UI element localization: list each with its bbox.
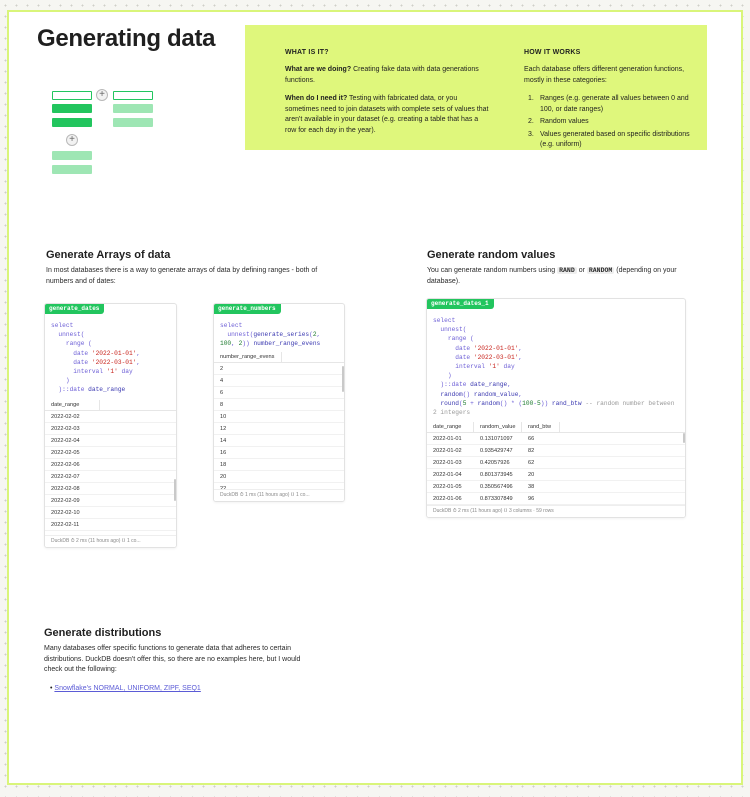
table-row <box>45 447 176 459</box>
scrollbar[interactable] <box>683 433 685 443</box>
illustration-block <box>113 104 153 113</box>
column-header[interactable]: random_value <box>474 422 522 432</box>
sql-code[interactable] <box>51 321 140 395</box>
table-row <box>214 411 344 423</box>
plus-icon: + <box>96 89 108 101</box>
result-table <box>45 400 176 531</box>
code-keyword: RANDOM <box>588 267 613 274</box>
cell-tab[interactable]: generate_dates_1 <box>426 298 494 309</box>
table-row <box>214 459 344 471</box>
what-answer-2: Testing with fabricated data, or you sometimes need to join datasets with complete sets of values that aren't available in your dataset (e.g. creating a table that has a row for each day in the year). <box>285 95 489 134</box>
code-line: date '2022-01-01', <box>433 344 523 352</box>
column-header[interactable]: date_range <box>45 400 100 410</box>
table-cell: 2022-01-04 <box>433 472 462 478</box>
code-line: select <box>220 322 243 329</box>
table-row <box>427 433 685 445</box>
what-answer-1: Creating fake data with data generations functions. <box>285 66 479 84</box>
what-heading: WHAT IS IT? <box>285 49 329 56</box>
code-line: ) <box>51 377 70 385</box>
how-list-item: 2. Random values <box>528 118 589 125</box>
table-row <box>45 483 176 495</box>
table-cell: 2022-02-09 <box>51 498 80 504</box>
plus-icon: + <box>66 134 78 146</box>
table-cell: 0.935429747 <box>480 448 513 454</box>
table-row <box>214 423 344 435</box>
snowflake-distributions-link[interactable]: Snowflake's NORMAL, UNIFORM, ZIPF, SEQ1 <box>54 685 201 692</box>
table-row <box>45 411 176 423</box>
illustration-block <box>52 165 92 174</box>
code-line: date '2022-03-01', <box>51 358 141 366</box>
table-row <box>214 399 344 411</box>
code-line: 100, 2)) number_range_evens <box>220 340 321 348</box>
code-line: )::date date_range <box>51 386 126 394</box>
table-row <box>214 363 344 375</box>
table-row <box>427 445 685 457</box>
table-row <box>427 481 685 493</box>
code-line: select <box>51 322 74 329</box>
table-body <box>427 433 685 505</box>
what-question-1: What are we doing? <box>285 66 352 73</box>
table-cell: 66 <box>528 436 535 442</box>
table-cell: 0.350567496 <box>480 484 513 490</box>
table-cell: 2022-02-04 <box>51 438 80 444</box>
table-cell: 20 <box>528 472 535 478</box>
what-question-2: When do I need it? <box>285 95 348 102</box>
table-row <box>214 447 344 459</box>
cell-tab[interactable]: generate_dates <box>44 303 104 314</box>
code-line: ) <box>433 372 452 380</box>
table-row <box>427 469 685 481</box>
table-cell: 14 <box>220 438 227 444</box>
column-header[interactable]: rand_btw <box>522 422 560 432</box>
how-list-item: 3. Values generated based on specific distributions (e.g. uniform) <box>528 130 690 148</box>
table-cell: 2022-02-11 <box>51 522 80 528</box>
table-cell: 2022-01-01 <box>433 436 462 442</box>
table-cell: 0.873307849 <box>480 496 513 502</box>
arrays-description: In most databases there is a way to generate arrays of data by defining ranges - both of numbers and of dates: <box>46 267 318 285</box>
scrollbar[interactable] <box>174 479 176 501</box>
code-line: range ( <box>433 335 474 343</box>
table-cell: 2022-02-06 <box>51 462 80 468</box>
table-cell: 2 <box>220 366 224 372</box>
illustration-block <box>52 91 92 100</box>
table-cell: 2022-02-03 <box>51 426 80 432</box>
code-line: select <box>433 317 456 324</box>
table-row <box>427 493 685 505</box>
how-list-item: 1. Ranges (e.g. generate all values between 0 and 100, or date ranges) <box>528 95 689 113</box>
code-line: round(5 + random() * (100-5)) rand_btw -- random number between <box>440 399 675 407</box>
table-body <box>214 363 344 495</box>
table-cell: 2022-01-06 <box>433 496 462 502</box>
result-table <box>427 422 685 505</box>
table-cell: 38 <box>528 484 535 490</box>
illustration-block <box>52 151 92 160</box>
table-cell: 20 <box>220 474 227 480</box>
sql-cell-generate-dates-1[interactable] <box>426 298 686 518</box>
cell-footer: DuckDB ⏱ 1 ms (11 hours ago) ▯ 1 co... <box>214 489 344 501</box>
table-row <box>45 471 176 483</box>
sql-cell-generate-dates[interactable] <box>44 303 177 548</box>
code-line: unnest( <box>51 331 85 339</box>
what-paragraph-2 <box>285 94 490 136</box>
table-row <box>214 471 344 483</box>
column-header[interactable]: date_range <box>427 422 474 432</box>
illustration-block <box>113 91 153 100</box>
code-line: random() random_value, <box>440 390 523 398</box>
random-description: You can generate random numbers using RAND or RANDOM (depending on your database). <box>427 267 677 285</box>
code-line: )::date date_range, <box>433 381 511 389</box>
table-cell: 2022-01-05 <box>433 484 462 490</box>
info-box <box>245 25 707 150</box>
cell-footer: DuckDB ⏱ 2 ms (11 hours ago) ▯ 1 co... <box>45 535 176 547</box>
illustration-block <box>52 118 92 127</box>
code-line: date '2022-03-01', <box>433 353 523 361</box>
table-cell: 2022-01-03 <box>433 460 462 466</box>
how-list <box>528 94 693 153</box>
distributions-list <box>50 685 201 692</box>
table-row <box>45 507 176 519</box>
cell-tab[interactable]: generate_numbers <box>213 303 281 314</box>
table-cell: 16 <box>220 450 227 456</box>
table-cell: 0.131071097 <box>480 436 513 442</box>
table-cell: 10 <box>220 414 227 420</box>
table-row <box>45 495 176 507</box>
table-cell: 82 <box>528 448 535 454</box>
result-table <box>214 352 344 495</box>
table-cell: 6 <box>220 390 224 396</box>
code-line: interval '1' day <box>433 363 515 371</box>
code-line: range ( <box>51 340 92 348</box>
table-cell: 12 <box>220 426 227 432</box>
table-cell: 62 <box>528 460 535 466</box>
how-heading: HOW IT WORKS <box>524 49 581 56</box>
table-cell: 2022-02-10 <box>51 510 80 516</box>
table-header <box>45 400 176 411</box>
table-cell: 2022-02-07 <box>51 474 80 480</box>
table-body <box>45 411 176 531</box>
table-row <box>45 435 176 447</box>
table-cell: 0.42057926 <box>480 460 510 466</box>
table-cell: 2022-02-08 <box>51 486 80 492</box>
column-header[interactable]: number_range_evens <box>214 352 282 362</box>
code-line: unnest( <box>433 326 467 334</box>
bullet: • <box>50 685 53 692</box>
table-cell: 4 <box>220 378 224 384</box>
cell-footer: DuckDB ⏱ 2 ms (11 hours ago) ▯ 3 columns · 59 rows <box>427 505 685 517</box>
arrays-heading: Generate Arrays of data <box>46 249 171 261</box>
code-line: date '2022-01-01', <box>51 349 141 357</box>
table-row <box>45 423 176 435</box>
illustration-block <box>52 104 92 113</box>
distributions-heading: Generate distributions <box>44 627 162 639</box>
table-row <box>45 459 176 471</box>
scrollbar[interactable] <box>342 366 344 392</box>
table-row <box>214 387 344 399</box>
table-header <box>427 422 685 433</box>
sql-code[interactable] <box>220 321 320 349</box>
table-cell: 96 <box>528 496 535 502</box>
what-paragraph-1 <box>285 65 490 86</box>
code-line: interval '1' day <box>51 368 133 376</box>
how-intro: Each database offers different generation functions, mostly in these categories: <box>524 66 685 84</box>
table-cell: 2022-01-02 <box>433 448 462 454</box>
page-title: Generating data <box>37 25 216 52</box>
table-row <box>45 519 176 531</box>
sql-code[interactable] <box>433 316 674 417</box>
sql-cell-generate-numbers[interactable] <box>213 303 345 502</box>
code-keyword: RAND <box>559 267 575 274</box>
table-row <box>214 435 344 447</box>
table-cell: 2022-02-02 <box>51 414 80 420</box>
table-row <box>427 457 685 469</box>
code-line: unnest(generate_series(2, <box>220 331 321 339</box>
table-cell: 0.801373945 <box>480 472 513 478</box>
table-header <box>214 352 344 363</box>
table-cell: 2022-02-05 <box>51 450 80 456</box>
code-line: 2 integers <box>433 409 471 417</box>
table-cell: 8 <box>220 402 224 408</box>
table-cell: 18 <box>220 462 227 468</box>
table-row <box>214 375 344 387</box>
illustration-block <box>113 118 153 127</box>
distributions-description: Many databases offer specific functions to generate data that adheres to certain distributions. DuckDB doesn't offer this, so there are no examples here, but I would check out the following: <box>44 645 301 673</box>
random-heading: Generate random values <box>427 249 556 261</box>
